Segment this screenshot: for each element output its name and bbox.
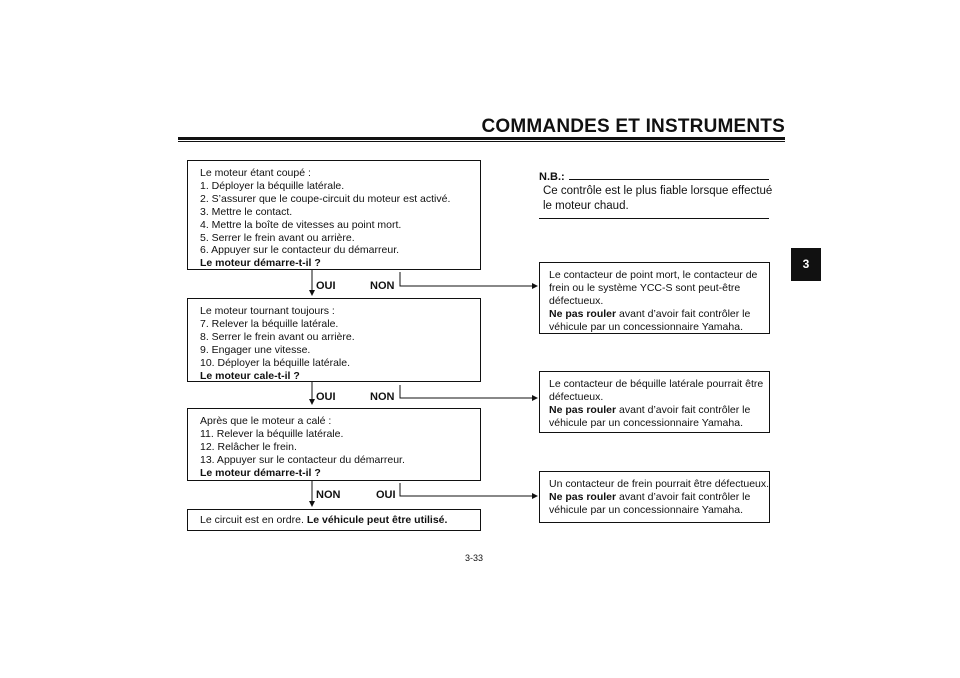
branch-label-no: NON: [370, 391, 395, 403]
note-label: N.B.:: [539, 171, 565, 183]
step-line: 13. Appuyer sur le contacteur du démarreur.: [200, 453, 405, 466]
page-title: COMMANDES ET INSTRUMENTS: [481, 116, 785, 137]
outcome-box-3: [539, 471, 770, 523]
step-line: 6. Appuyer sur le contacteur du démarreur.: [200, 244, 400, 257]
step-line: 9. Engager une vitesse.: [200, 343, 311, 356]
branch-label-yes: OUI: [376, 489, 396, 501]
arrow-no-2: [400, 385, 537, 398]
outcome-warning: Ne pas rouler: [549, 403, 617, 416]
branch-label-no: NON: [370, 280, 395, 292]
step-question: Le moteur démarre-t-il ?: [200, 466, 321, 479]
outcome-line: Un contacteur de frein pourrait être défectueux.: [549, 478, 770, 490]
step-line: 5. Serrer le frein avant ou arrière.: [200, 231, 355, 244]
outcome-line: défectueux.: [549, 390, 604, 403]
outcome-warning: Ne pas rouler: [549, 490, 617, 503]
step-line: 1. Déployer la béquille latérale.: [200, 179, 345, 192]
chapter-tab: 3: [791, 248, 821, 281]
final-box: [187, 509, 481, 531]
final-bold: Le véhicule peut être utilisé.: [306, 514, 448, 526]
outcome-line: avant d’avoir fait contrôler le: [616, 307, 751, 320]
branch-label-yes: OUI: [316, 280, 336, 292]
step-line: 8. Serrer le frein avant ou arrière.: [200, 330, 355, 343]
step-line: 4. Mettre la boîte de vitesses au point mort.: [200, 218, 402, 231]
outcome-box-2: [539, 371, 770, 433]
step-line: 7. Relever la béquille latérale.: [200, 317, 339, 330]
arrow-yes-3: [400, 483, 537, 496]
outcome-line: défectueux.: [549, 294, 604, 307]
page-number: 3-33: [465, 553, 484, 563]
final-text: Le circuit est en ordre.: [200, 514, 304, 526]
branch-label-yes: OUI: [316, 391, 336, 403]
step-line: 11. Relever la béquille latérale.: [200, 427, 344, 440]
step-line: Le moteur tournant toujours :: [200, 305, 335, 317]
outcome-line: avant d’avoir fait contrôler le: [616, 490, 751, 503]
outcome-warning: Ne pas rouler: [549, 307, 617, 320]
outcome-line: Le contacteur de béquille latérale pourrait être: [549, 378, 764, 390]
step-line: Le moteur étant coupé :: [200, 167, 311, 179]
outcome-line: véhicule par un concessionnaire Yamaha.: [549, 416, 743, 429]
step-line: 10. Déployer la béquille latérale.: [200, 356, 351, 369]
step-box-1: [187, 160, 481, 270]
step-question: Le moteur démarre-t-il ?: [200, 257, 321, 270]
note-text-line: Ce contrôle est le plus fiable lorsque effectué: [543, 185, 773, 197]
note-text-line: le moteur chaud.: [543, 200, 629, 212]
step-line: Après que le moteur a calé :: [200, 415, 332, 427]
step-line: 2. S’assurer que le coupe-circuit du moteur est activé.: [200, 192, 451, 205]
outcome-line: Le contacteur de point mort, le contacteur de: [549, 269, 758, 281]
arrow-no-1: [400, 272, 537, 286]
outcome-box-1: [539, 262, 770, 334]
step-box-3: [187, 408, 481, 481]
step-line: 12. Relâcher le frein.: [200, 440, 297, 453]
outcome-line: avant d’avoir fait contrôler le: [616, 403, 751, 416]
step-box-2: [187, 298, 481, 382]
outcome-line: frein ou le système YCC-S sont peut-être: [549, 281, 741, 294]
outcome-line: véhicule par un concessionnaire Yamaha.: [549, 320, 743, 333]
outcome-line: véhicule par un concessionnaire Yamaha.: [549, 503, 743, 516]
step-question: Le moteur cale-t-il ?: [200, 369, 300, 382]
branch-label-no: NON: [316, 489, 341, 501]
step-line: 3. Mettre le contact.: [200, 205, 293, 218]
